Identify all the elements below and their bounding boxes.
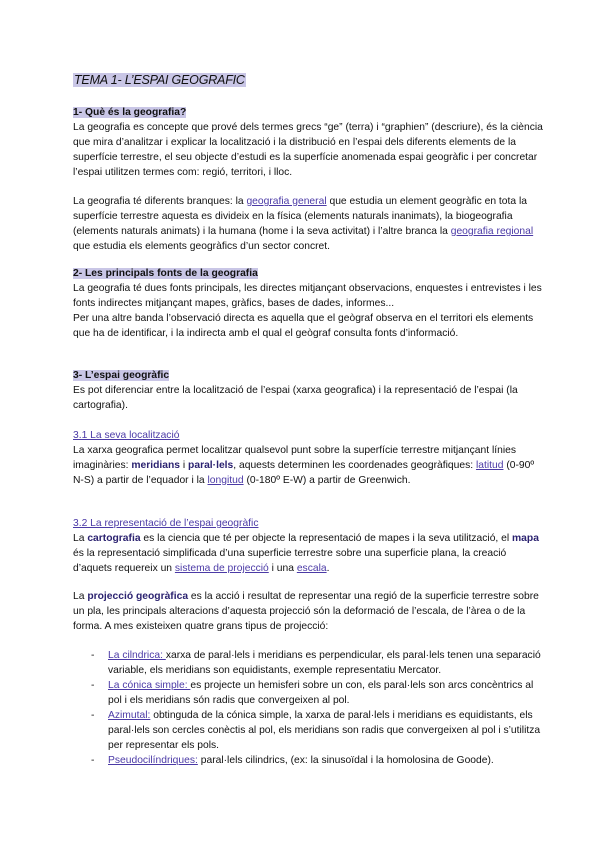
projection-types-list <box>73 648 543 768</box>
section-3-paragraph-1: Es pot diferenciar entre la localització de l’espai (xarxa geografica) i la representació de l’espai (la cartografia). <box>73 385 518 411</box>
term-projeccio-geografica: projecció geogràfica <box>87 591 189 602</box>
list-item: - La cilndrica: xarxa de paral·lels i meridians es perpendicular, els paral·lels tenen una separació variable, els meridians son equidistants, exemple representatiu Mercator. <box>91 650 541 676</box>
term-meridians: meridians <box>131 460 181 471</box>
section-2-heading: 2- Les principals fonts de la geografia <box>73 268 258 279</box>
term-paralels: paral·lels <box>188 460 234 471</box>
link-conica-simple[interactable]: La cónica simple: <box>108 680 191 691</box>
section-1-paragraph-1: La geografia es concepte que prové dels termes grecs “ge” (terra) i “graphien” (descriure), és la ciència que mira d’analitzar i explicar la localització i la distribució en l’espai dels diferents elements de la superfície terrestre, el seu objecte d’estudi es la superfície anomenada espai geogràfic i per concretar l’espai utilitzen termes com: regió, territori, i lloc. <box>73 122 543 178</box>
link-pseudocilindriques[interactable]: Pseudocilíndriques: <box>108 755 198 766</box>
link-geografia-regional[interactable]: geografia regional <box>450 226 534 237</box>
link-cilindrica[interactable]: La cilndrica: <box>108 650 166 661</box>
list-item: - Azimutal: obtinguda de la cónica simple, la xarxa de paral·lels i meridians es equidistants, els paral·lels son cercles conèctis al pol, els meridians son radis que convergeixen al pol i s’utilitza per representar els pols. <box>91 710 541 751</box>
section-2-paragraph-1: La geografia té dues fonts principals, les directes mitjançant observacions, enquestes i entrevistes i les fonts indirectes mitjançant mapes, gràfics, bases de dades, informes... <box>73 283 542 309</box>
section-1-paragraph-2: La geografia té diferents branques: la geografia general que estudia un element geogràfic en tota la superfície terrestre aquesta es divideix en la física (elements naturals inanimats), la biogeografia (elements naturals animats) i la humana (home i la seva activitat) i l’altre branca la geografia regional que estudia els elements geogràfics d’un sector concret. <box>73 196 534 252</box>
document-title <box>73 72 543 88</box>
term-cartografia: cartografia <box>87 533 141 544</box>
link-longitud[interactable]: longitud <box>207 475 244 486</box>
link-geografia-general[interactable]: geografia general <box>246 196 327 207</box>
section-1-heading: 1- Què és la geografia? <box>73 107 187 118</box>
subsection-3-1-paragraph: La xarxa geografica permet localitzar qualsevol punt sobre la superfície terrestre mitjançant línies imaginàries: meridians i paral·lels, aquests determinen les coordenades geogràfiques: latitud (0-90º N-S) a partir de l’equador i la longitud (0-180º E-W) a partir de Greenwich. <box>73 445 535 486</box>
section-2-paragraph-2: Per una altre banda l’observació directa es aquella que el geògraf observa en el territori els elements que ha de identificar, i la indirecta amb el qual el geògraf consulta fonts d’informació. <box>73 313 534 339</box>
link-azimutal[interactable]: Azimutal: <box>108 710 151 721</box>
list-item: - Pseudocilíndriques: paral·lels cilindrics, (ex: la sinusoïdal i la homolosina de Goode). <box>91 755 494 766</box>
projection-paragraph: La projecció geogràfica es la acció i resultat de representar una regió de la superficie terrestre sobre un pla, les principals alteracions d’aquesta projecció són la deformació de l’escala, de l’àrea o de la forma. A mes existeixen quatre grans tipus de projecció: <box>73 591 539 632</box>
title-text: TEMA 1- L’ESPAI GEOGRAFIC <box>74 73 245 87</box>
subheading-3-2: 3.2 La representació de l’espai geogràfic <box>73 518 259 529</box>
term-mapa: mapa <box>512 533 539 544</box>
subheading-3-1: 3.1 La seva localització <box>73 430 180 441</box>
section-3-heading: 3- L’espai geogràfic <box>73 370 170 381</box>
link-latitud[interactable]: latitud <box>475 460 504 471</box>
link-escala[interactable]: escala <box>296 563 327 574</box>
subsection-3-2-paragraph: La cartografia es la ciencia que té per objecte la representació de mapes i la seva utilització, el mapa és la representació simplificada d’una superficie terrestre sobre una superficie plana, la creació d’aquets requereix un sistema de projecció i una escala. <box>73 533 539 574</box>
list-item: - La cónica simple: es projecte un hemisferi sobre un con, els paral·lels son arcs concèntrics al pol i els meridians són radis que convergeixen al pol. <box>91 680 534 706</box>
link-sistema-de-projeccio[interactable]: sistema de projecció <box>174 563 269 574</box>
